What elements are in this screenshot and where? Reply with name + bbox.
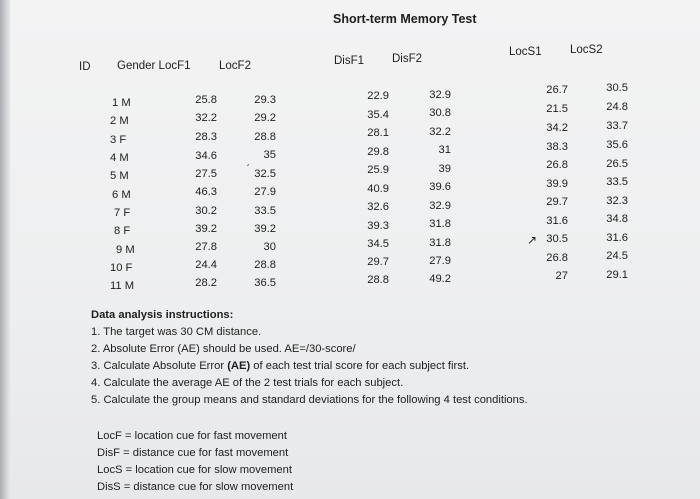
cell-locs2: 30.5 [606, 82, 628, 94]
legend-item-disf: DisF = distance cue for fast movement [97, 447, 289, 459]
instruction-step-2: 2. Absolute Error (AE) should be used. AE=/30-score/ [91, 343, 356, 355]
cell-id: 2 M [110, 115, 129, 127]
instructions-heading: Data analysis instructions: [91, 309, 234, 321]
cell-locs2: 29.1 [606, 269, 628, 281]
cell-locf2: 33.5 [254, 205, 276, 217]
cell-id: 7 F [114, 207, 131, 219]
cell-locs2: 26.5 [606, 158, 628, 170]
cell-locs1: 27 [555, 270, 568, 282]
cell-locs1: 29.7 [546, 196, 568, 208]
cell-locf2: 36.5 [254, 277, 276, 289]
cell-disf2: 49.2 [429, 273, 451, 285]
cell-disf1: 40.9 [367, 183, 389, 195]
cell-disf1: 28.8 [367, 274, 389, 286]
cell-disf2: 39 [438, 163, 451, 175]
cell-disf2: 32.9 [429, 89, 451, 101]
header-disf1: DisF1 [334, 55, 365, 67]
cell-locs2: 33.7 [606, 120, 628, 132]
cell-locf2: 35 [263, 149, 276, 161]
cell-locf2: 29.3 [254, 94, 276, 106]
cell-disf1: 28.1 [367, 127, 389, 139]
cell-disf1: 22.9 [367, 90, 389, 102]
cell-locs2: 35.6 [606, 139, 628, 151]
page-title: Short-term Memory Test [333, 12, 477, 26]
cell-locs2: 32.3 [606, 195, 628, 207]
page-edge-shadow [0, 0, 10, 499]
cell-disf2: 32.2 [429, 126, 451, 138]
cell-disf1: 35.4 [367, 109, 389, 121]
cell-locs2: 31.6 [606, 232, 628, 244]
instruction-step-3-post: of each test trial score for each subject first. [250, 360, 470, 372]
cell-id: 9 M [116, 244, 135, 256]
legend-item-locs: LocS = location cue for slow movement [97, 464, 292, 476]
cell-disf2: 31.8 [429, 237, 451, 249]
header-locf2: LocF2 [219, 60, 251, 72]
cell-locf2: 27.9 [254, 186, 276, 198]
cell-disf1: 39.3 [367, 220, 389, 232]
cell-disf1: 32.6 [367, 201, 389, 213]
cell-disf2: 31.8 [429, 218, 451, 230]
cell-locf1: 32.2 [195, 112, 217, 124]
cell-locs1: 26.7 [546, 84, 568, 96]
instruction-step-4: 4. Calculate the average AE of the 2 test trials for each subject. [91, 377, 404, 389]
cell-locs1: 34.2 [546, 122, 568, 134]
cell-id: 3 F [110, 134, 127, 146]
cell-locf1: 27.8 [195, 241, 217, 253]
instruction-step-3-pre: 3. Calculate Absolute Error [91, 360, 228, 372]
cell-id: 1 M [112, 97, 131, 109]
cell-disf1: 29.8 [367, 146, 389, 158]
cell-locs2: 24.8 [606, 101, 628, 113]
cell-locf1: 30.2 [195, 205, 217, 217]
cell-locf1: 25.8 [195, 94, 217, 106]
cell-disf2: 39.6 [429, 181, 451, 193]
cell-locf2: 30 [263, 241, 276, 253]
cell-locf2: 32.5 [254, 168, 276, 180]
cell-disf2: 30.8 [429, 107, 451, 119]
cell-locf1: 39.2 [195, 223, 217, 235]
cell-id: 6 M [112, 189, 131, 201]
cell-locs2: 24.5 [606, 250, 628, 262]
pen-mark: ˏ [246, 155, 250, 167]
cell-disf1: 34.5 [367, 238, 389, 250]
cell-locf1: 27.5 [195, 168, 217, 180]
cell-disf2: 32.9 [429, 200, 451, 212]
header-disf2: DisF2 [392, 53, 423, 65]
cell-locf2: 28.8 [254, 259, 276, 271]
cell-disf1: 29.7 [367, 256, 389, 268]
cell-locf1: 28.3 [195, 131, 217, 143]
cell-locs2: 33.5 [606, 176, 628, 188]
cell-locf1: 34.6 [195, 150, 217, 162]
instruction-step-5: 5. Calculate the group means and standard deviations for the following 4 test conditions. [91, 394, 528, 406]
cell-id: 8 F [114, 225, 131, 237]
cell-locf2: 29.2 [254, 112, 276, 124]
cell-id: 4 M [110, 152, 129, 164]
cell-locs1: 30.5 [546, 233, 568, 245]
cell-locs1: 26.8 [546, 252, 568, 264]
instruction-step-1: 1. The target was 30 CM distance. [91, 326, 262, 338]
cell-disf1: 25.9 [367, 164, 389, 176]
instruction-step-3-bold: (AE) [227, 360, 251, 372]
cell-id: 11 M [110, 280, 135, 292]
cell-locs1: 21.5 [546, 103, 568, 115]
cell-locf1: 28.2 [195, 277, 217, 289]
cell-locs1: 38.3 [546, 141, 568, 153]
header-id: ID [79, 61, 91, 73]
instruction-step-3 [91, 360, 469, 372]
header-locs1: LocS1 [509, 46, 542, 58]
cell-id: 5 M [110, 170, 129, 182]
cell-locs1: 39.9 [546, 178, 568, 190]
cell-locs2: 34.8 [606, 213, 628, 225]
cell-locf2: 39.2 [254, 223, 276, 235]
cell-disf2: 27.9 [429, 255, 451, 267]
cell-locs1: 31.6 [546, 215, 568, 227]
cell-locf1: 46.3 [195, 186, 217, 198]
cell-disf2: 31 [438, 144, 451, 156]
cell-id: 10 F [110, 262, 133, 274]
cursor-arrow-icon: ↗ [527, 233, 538, 247]
header-locs2: LocS2 [570, 44, 603, 56]
cell-locf1: 24.4 [195, 259, 217, 271]
legend-item-locf: LocF = location cue for fast movement [97, 430, 287, 442]
cell-locs1: 26.8 [546, 159, 568, 171]
header-gender-locf1: Gender LocF1 [117, 60, 191, 72]
legend-item-diss: DisS = distance cue for slow movement [97, 481, 294, 493]
cell-locf2: 28.8 [254, 131, 276, 143]
